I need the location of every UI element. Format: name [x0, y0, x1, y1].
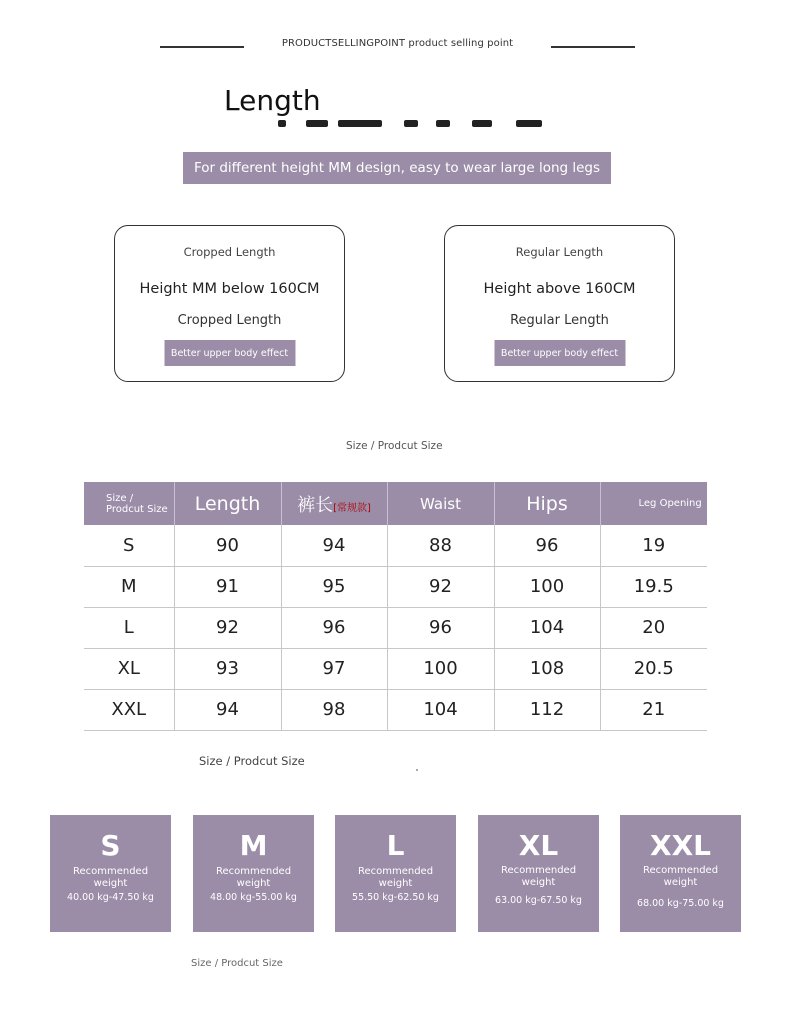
- header-hips: Hips: [494, 482, 600, 525]
- weight-range: 40.00 kg-47.50 kg: [67, 892, 154, 903]
- table-row: [84, 648, 707, 689]
- table-row: [84, 525, 707, 566]
- weight-label: Recommended weight: [642, 865, 719, 888]
- weight-label: Recommended weight: [215, 866, 292, 889]
- weight-box-l: [335, 815, 456, 932]
- table-header-row: [84, 482, 707, 525]
- header-divider-left: [160, 46, 244, 48]
- card-effect-tag: Better upper body effect: [164, 340, 295, 366]
- header-size: Size / Prodcut Size: [84, 482, 174, 525]
- cell-hips: 104: [494, 607, 600, 648]
- weight-size: M: [239, 829, 268, 862]
- cell-hips: 100: [494, 566, 600, 607]
- header-regular-length: [281, 482, 387, 525]
- weight-range: 63.00 kg-67.50 kg: [495, 895, 582, 906]
- weight-size: XXL: [649, 829, 712, 862]
- section-label-table: Size / Prodcut Size: [346, 440, 443, 452]
- cell-leg-opening: 20: [600, 607, 707, 648]
- card-effect-tag: Better upper body effect: [494, 340, 625, 366]
- card-type: Regular Length: [510, 313, 609, 328]
- weight-label: Recommended weight: [357, 866, 434, 889]
- cell-waist: 88: [387, 525, 494, 566]
- cell-leg-opening: 19: [600, 525, 707, 566]
- cell-regular-length: 96: [281, 607, 387, 648]
- weight-box-m: [193, 815, 314, 932]
- weight-range: 55.50 kg-62.50 kg: [352, 892, 439, 903]
- cell-regular-length: 98: [281, 689, 387, 730]
- section-label-weights: Size / Prodcut Size: [199, 754, 305, 768]
- weight-label: Recommended weight: [500, 865, 577, 888]
- cropped-length-card: [114, 225, 345, 382]
- card-label: Regular Length: [515, 245, 604, 259]
- cell-regular-length: 95: [281, 566, 387, 607]
- card-label: Cropped Length: [183, 245, 276, 259]
- header-waist: Waist: [387, 482, 494, 525]
- page-title: Length: [224, 84, 321, 117]
- weight-box-s: [50, 815, 171, 932]
- table-row: [84, 566, 707, 607]
- clipped-title-fragment: [276, 118, 576, 130]
- cell-waist: 100: [387, 648, 494, 689]
- weight-size: XL: [518, 829, 559, 862]
- cell-waist: 92: [387, 566, 494, 607]
- header-text: PRODUCTSELLINGPOINT product selling point: [281, 38, 514, 49]
- cell-length: 91: [174, 566, 281, 607]
- cell-leg-opening: 20.5: [600, 648, 707, 689]
- cell-hips: 112: [494, 689, 600, 730]
- card-height: Height MM below 160CM: [139, 281, 320, 297]
- regular-length-card: [444, 225, 675, 382]
- weight-size: L: [386, 829, 405, 862]
- size-table: [84, 482, 707, 731]
- weight-size: S: [100, 829, 121, 862]
- card-height: Height above 160CM: [483, 281, 636, 297]
- cell-length: 94: [174, 689, 281, 730]
- cell-waist: 96: [387, 607, 494, 648]
- table-row: [84, 689, 707, 730]
- header-length: Length: [174, 482, 281, 525]
- cell-size: S: [84, 525, 174, 566]
- card-type: Cropped Length: [177, 313, 282, 328]
- weight-label: Recommended weight: [72, 866, 149, 889]
- stray-dot: [416, 769, 418, 771]
- weight-range: 48.00 kg-55.00 kg: [210, 892, 297, 903]
- cell-leg-opening: 21: [600, 689, 707, 730]
- cell-waist: 104: [387, 689, 494, 730]
- weight-box-xxl: [620, 815, 741, 932]
- cell-regular-length: 97: [281, 648, 387, 689]
- header-leg-opening: Leg Opening: [600, 482, 707, 525]
- cell-hips: 96: [494, 525, 600, 566]
- cell-regular-length: 94: [281, 525, 387, 566]
- cell-leg-opening: 19.5: [600, 566, 707, 607]
- cell-size: L: [84, 607, 174, 648]
- cell-hips: 108: [494, 648, 600, 689]
- cell-size: XXL: [84, 689, 174, 730]
- cell-size: XL: [84, 648, 174, 689]
- weight-box-xl: [478, 815, 599, 932]
- weight-range: 68.00 kg-75.00 kg: [637, 898, 724, 909]
- cell-length: 93: [174, 648, 281, 689]
- section-label-bottom: Size / Prodcut Size: [191, 958, 283, 969]
- header-regular-cn: 裤长: [297, 494, 334, 516]
- header-divider-right: [551, 46, 635, 48]
- cell-size: M: [84, 566, 174, 607]
- cell-length: 92: [174, 607, 281, 648]
- design-banner: For different height MM design, easy to wear large long legs: [183, 152, 611, 184]
- table-row: [84, 607, 707, 648]
- header-regular-note: [常规款]: [333, 502, 371, 514]
- cell-length: 90: [174, 525, 281, 566]
